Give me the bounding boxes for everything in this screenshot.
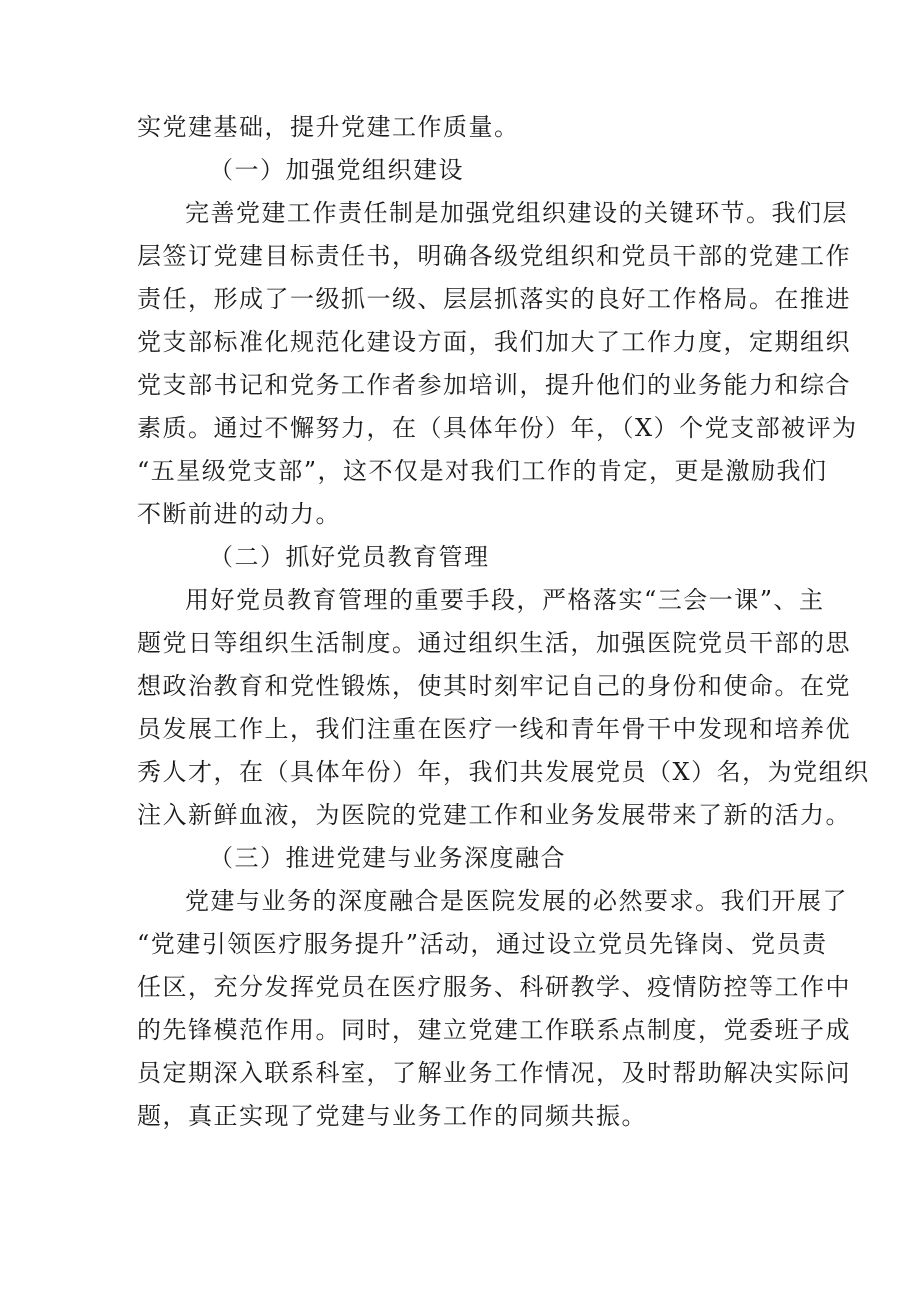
paragraph-line: 党支部标准化规范化建设方面，我们加大了工作力度，定期组织 [137,328,851,356]
paragraph-line: 任区，充分发挥党员在医疗服务、科研教学、疫情防控等工作中 [137,973,851,1001]
paragraph-line: 不断前进的动力。 [137,500,341,528]
paragraph-line: 秀人才，在（具体年份）年，我们共发展党员（X）名，为党组织 [137,758,870,786]
paragraph-line: 素质。通过不懈努力，在（具体年份）年，（X）个党支部被评为 [137,414,858,442]
section-heading-1: （一）加强党组织建设 [209,156,464,184]
paragraph-line: 员发展工作上，我们注重在医疗一线和青年骨干中发现和培养优 [137,715,851,743]
paragraph-line: “五星级党支部”，这不仅是对我们工作的肯定，更是激励我们 [137,457,828,485]
paragraph-line: 责任，形成了一级抓一级、层层抓落实的良好工作格局。在推进 [137,285,851,313]
document-body [137,106,870,1138]
paragraph-line: 题，真正实现了党建与业务工作的同频共振。 [137,1102,647,1130]
paragraph-line: 完善党建工作责任制是加强党组织建设的关键环节。我们层 [185,199,848,227]
paragraph-line: 的先锋模范作用。同时，建立党建工作联系点制度，党委班子成 [137,1016,851,1044]
paragraph-line: “党建引领医疗服务提升”活动，通过设立党员先锋岗、党员责 [137,930,828,958]
paragraph-line: 题党日等组织生活制度。通过组织生活，加强医院党员干部的思 [137,629,851,657]
paragraph-line: 党支部书记和党务工作者参加培训，提升他们的业务能力和综合 [137,371,851,399]
paragraph-line: 层签订党建目标责任书，明确各级党组织和党员干部的党建工作 [137,242,851,270]
paragraph-line: 实党建基础，提升党建工作质量。 [137,113,520,141]
paragraph-line: 想政治教育和党性锻炼，使其时刻牢记自己的身份和使命。在党 [137,672,851,700]
section-heading-3: （三）推进党建与业务深度融合 [209,844,566,872]
paragraph-line: 用好党员教育管理的重要手段，严格落实“三会一课”、主 [185,586,825,614]
paragraph-line: 党建与业务的深度融合是医院发展的必然要求。我们开展了 [185,887,848,915]
section-heading-2: （二）抓好党员教育管理 [209,543,490,571]
paragraph-line: 注入新鲜血液，为医院的党建工作和业务发展带来了新的活力。 [137,801,851,829]
paragraph-line: 员定期深入联系科室，了解业务工作情况，及时帮助解决实际问 [137,1059,851,1087]
